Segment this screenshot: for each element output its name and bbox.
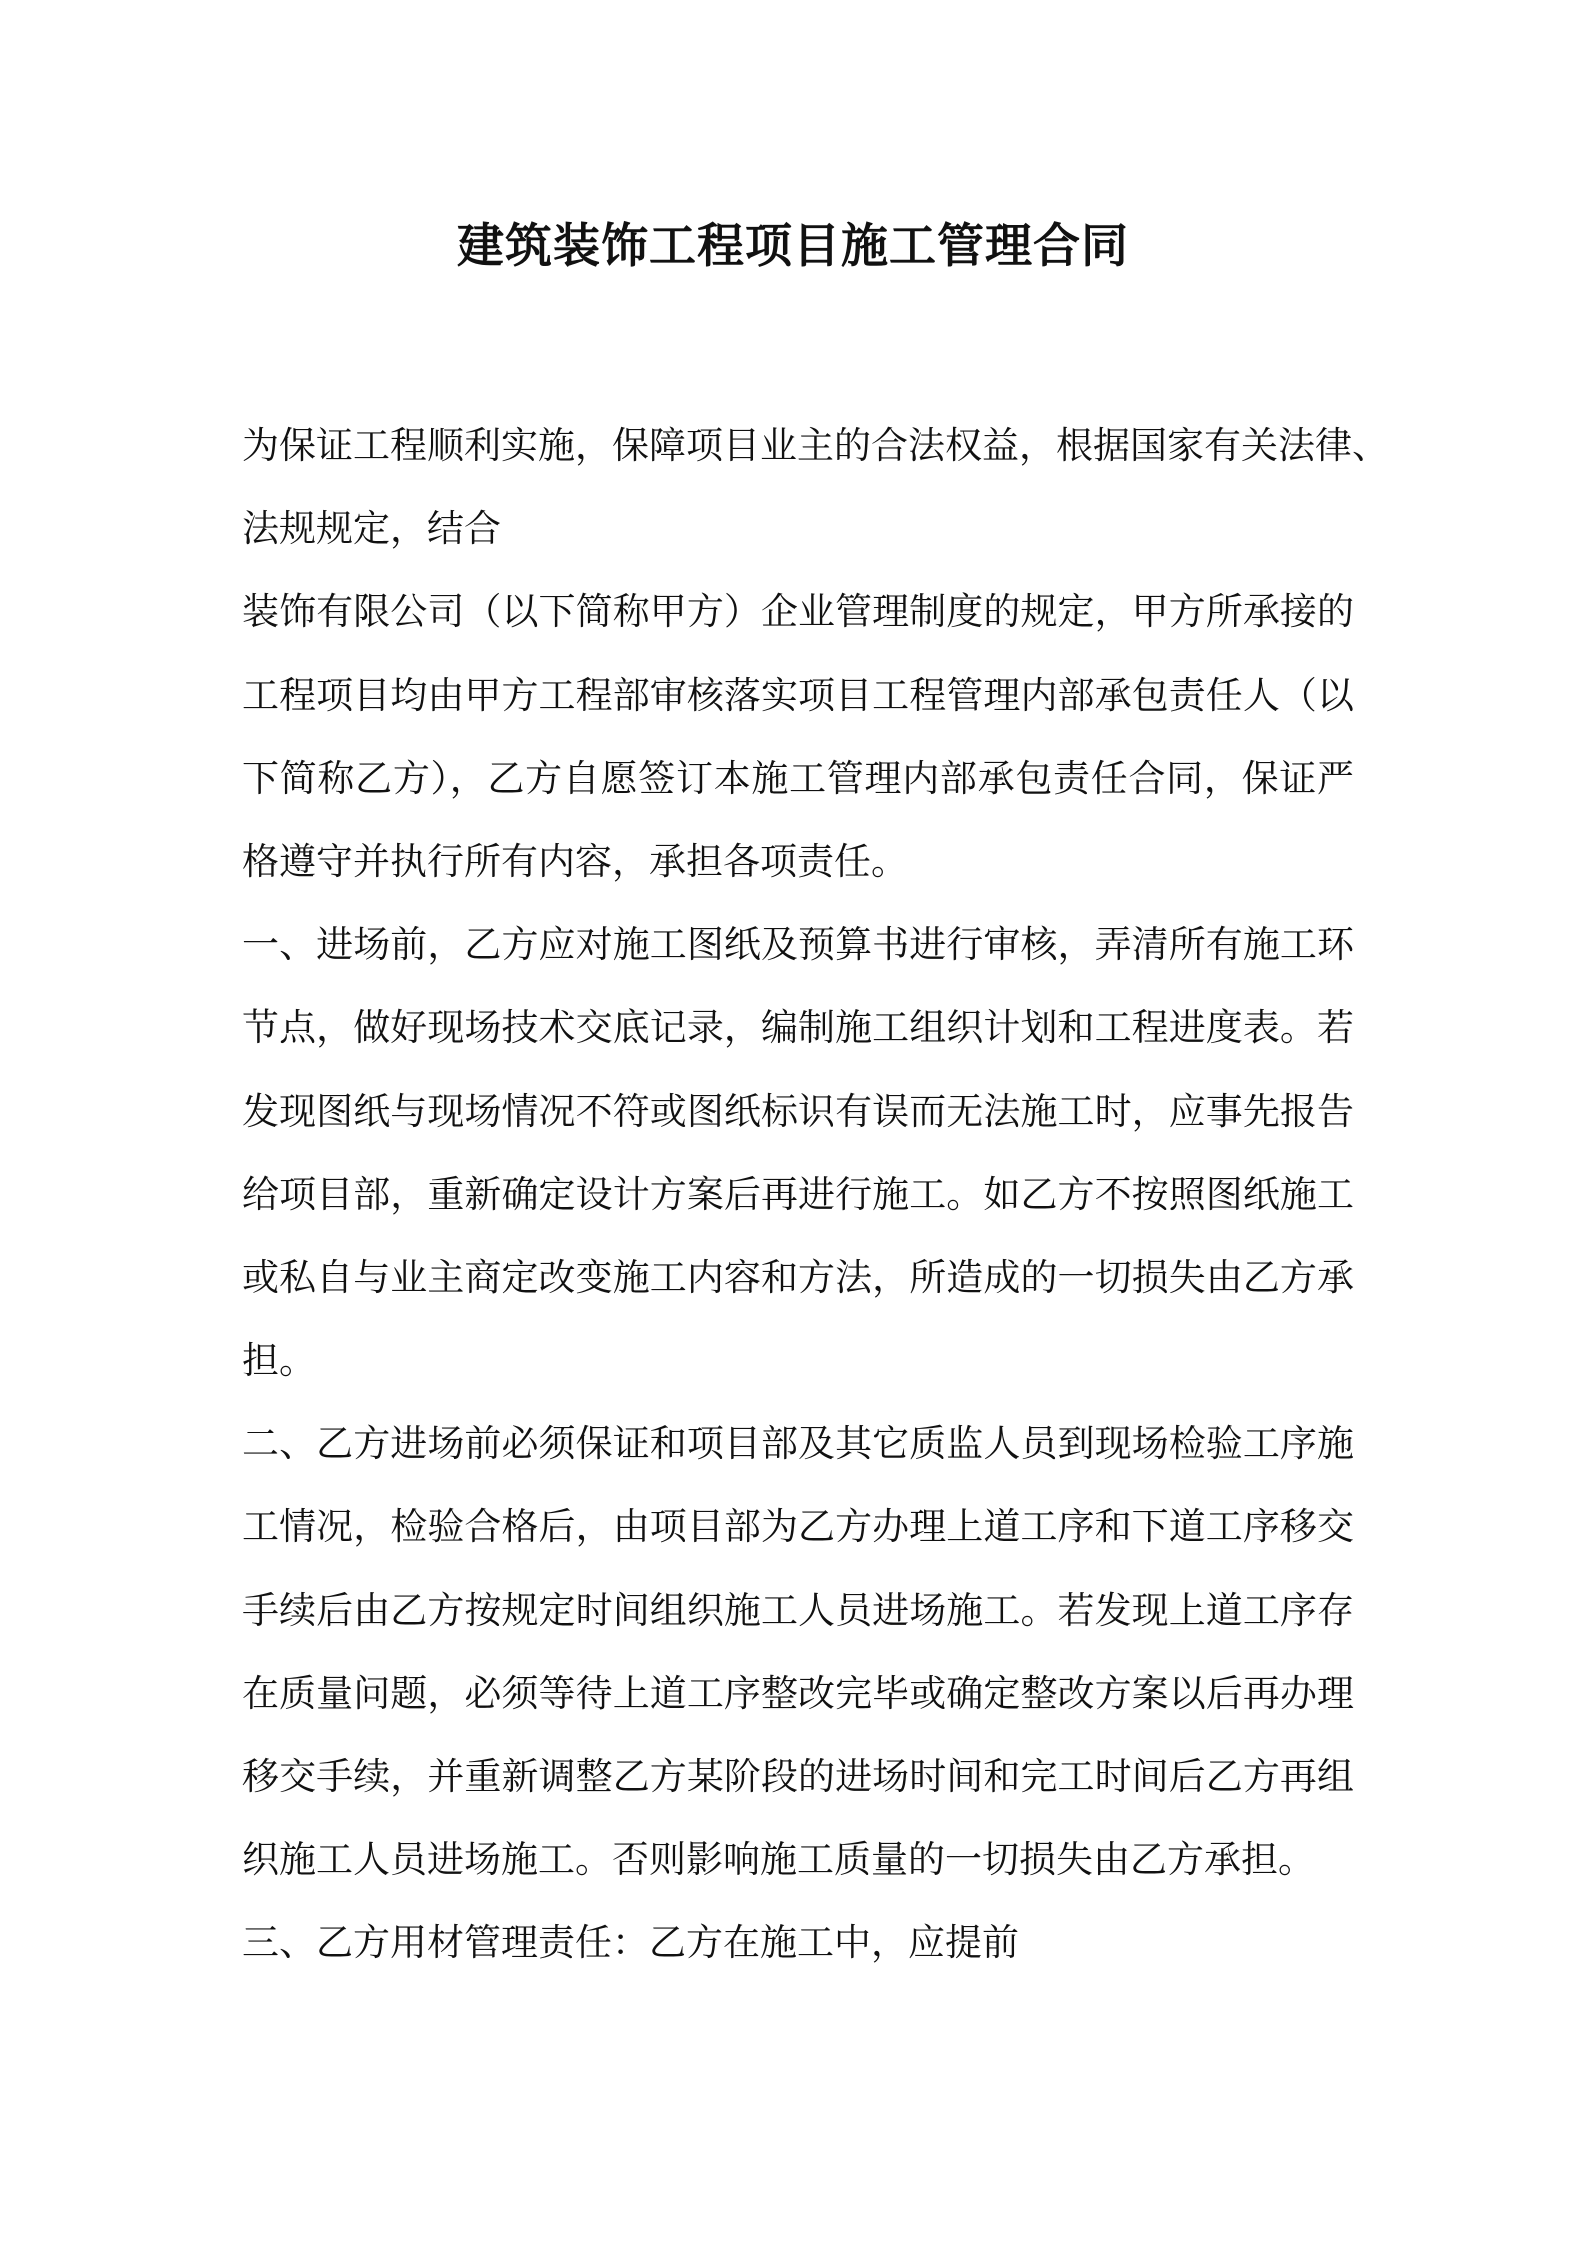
text-line: 法规规定，结合 <box>242 507 501 551</box>
text-line: 移交手续，并重新调整乙方某阶段的进场时间和完工时间后乙方再组 <box>242 1755 1354 1798</box>
text-line: 给项目部，重新确定设计方案后再进行施工。如乙方不按照图纸施工 <box>242 1172 1354 1216</box>
text-line: 节点，做好现场技术交底记录，编制施工组织计划和工程进度表。若 <box>242 1006 1354 1050</box>
text-line: 二、乙方进场前必须保证和项目部及其它质监人员到现场检验工序施 <box>242 1422 1354 1466</box>
text-line: 一、进场前，乙方应对施工图纸及预算书进行审核，弄清所有施工环 <box>242 923 1354 967</box>
text-line: 织施工人员进场施工。否则影响施工质量的一切损失由乙方承担。 <box>242 1838 1315 1882</box>
text-line: 工情况，检验合格后，由项目部为乙方办理上道工序和下道工序移交 <box>242 1505 1354 1549</box>
document-body <box>242 404 1389 1985</box>
text-line: 装饰有限公司（以下简称甲方）企业管理制度的规定，甲方所承接的 <box>242 590 1354 634</box>
text-line: 三、乙方用材管理责任：乙方在施工中，应提前 <box>242 1921 1019 1965</box>
text-line: 在质量问题，必须等待上道工序整改完毕或确定整改方案以后再办理 <box>242 1671 1354 1715</box>
text-line: 担。 <box>242 1339 316 1383</box>
text-line: 发现图纸与现场情况不符或图纸标识有误而无法施工时，应事先报告 <box>242 1089 1354 1133</box>
text-line: 工程项目均由甲方工程部审核落实项目工程管理内部承包责任人（以 <box>242 673 1354 717</box>
text-line: 为保证工程顺利实施，保障项目业主的合法权益，根据国家有关法律、 <box>242 424 1389 467</box>
text-line: 或私自与业主商定改变施工内容和方法，所造成的一切损失由乙方承 <box>242 1255 1354 1299</box>
text-line: 手续后由乙方按规定时间组织施工人员进场施工。若发现上道工序存 <box>242 1588 1354 1632</box>
document-title: 建筑装饰工程项目施工管理合同 <box>457 219 1129 274</box>
text-line: 格遵守并执行所有内容，承担各项责任。 <box>242 839 908 883</box>
text-line: 下简称乙方），乙方自愿签订本施工管理内部承包责任合同，保证严 <box>242 756 1354 800</box>
